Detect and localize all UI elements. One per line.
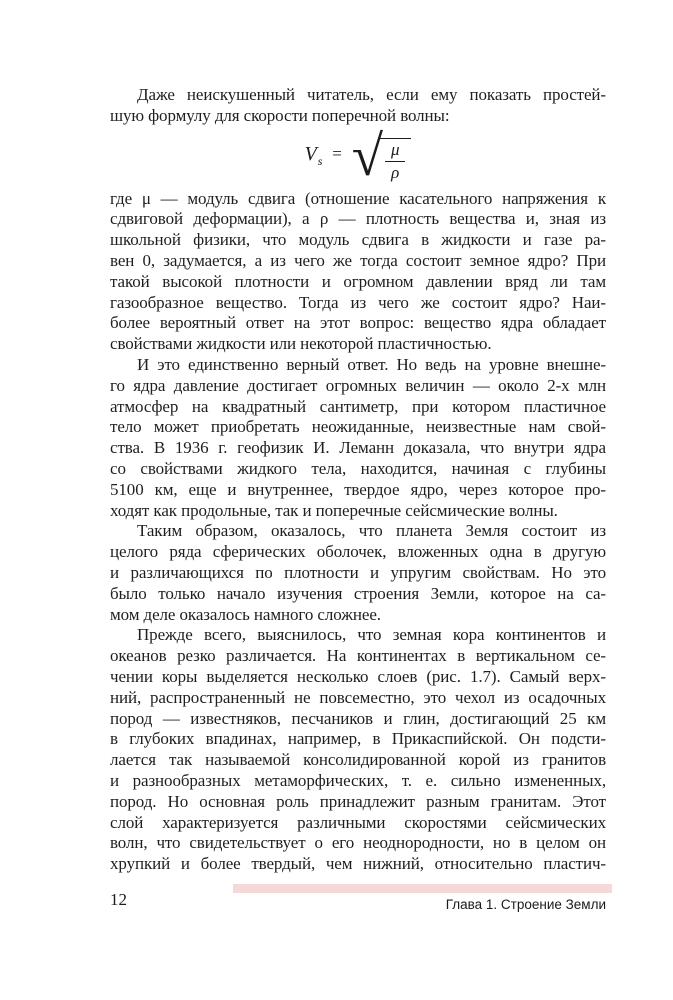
text-line: 5100 км, еще и внутреннее, твердое ядро, через которое про-: [110, 479, 606, 499]
text-line: мом деле оказалось намного сложнее.: [110, 604, 381, 624]
text-line: океанов резко различается. На континентах в вертикальном се-: [110, 646, 606, 666]
text-line: где μ — модуль сдвига (отношение касательного напряжения к: [110, 188, 606, 208]
formula-variable: V: [304, 143, 317, 166]
footer-accent-bar: [233, 884, 612, 893]
text-line: пород. Но основная роль принадлежит разным гранитам. Этот: [110, 791, 606, 811]
text-line: школьной физики, что модуль сдвига в жидкости и газе ра-: [110, 230, 606, 250]
text-line: ства. В 1936 г. геофизик И. Леманн доказала, что внутри ядра: [110, 438, 606, 458]
text-line: более вероятный ответ на этот вопрос: вещество ядра обладает: [110, 313, 606, 333]
text-line: свойствами жидкости или некоторой пластичностью.: [110, 334, 492, 354]
paragraph: [110, 625, 606, 875]
paragraph: [110, 355, 606, 521]
text-line: ний, распространенный не повсеместно, это чехол из осадочных: [110, 687, 606, 707]
text-line: слой характеризуется различными скоростями сейсмических: [110, 812, 606, 832]
text-line: атмосфер на квадратный сантиметр, при котором пластичное: [110, 396, 606, 416]
text-line: го ядра давление достигает огромных величин — около 2-х млн: [110, 375, 606, 395]
text-line: и различающихся по плотности и упругим свойствам. Но это: [110, 562, 606, 582]
text-line: шую формулу для скорости поперечной волны:: [110, 105, 450, 125]
text-line: И это единственно верный ответ. Но ведь на уровне внешне-: [137, 354, 606, 374]
text-line: газообразное вещество. Тогда из чего же состоит ядро? Наи-: [110, 292, 606, 312]
text-line: пород — известняков, песчаников и глин, достигающий 25 км: [110, 708, 606, 728]
formula-subscript: s: [317, 154, 323, 169]
text-line: тело может приобретать неожиданные, неизвестные нам свой-: [110, 417, 606, 437]
text-line: хрупкий и более твердый, чем нижний, относительно пластич-: [110, 854, 606, 874]
footer-chapter-title: Глава 1. Строение Земли: [445, 897, 606, 912]
paragraph: [110, 521, 606, 625]
text-line: Прежде всего, выяснилось, что земная кора континентов и: [137, 625, 606, 645]
text-line: и разнообразных метаморфических, т. е. сильно измененных,: [110, 770, 606, 790]
text-line: волн, что свидетельствует о его неоднородности, но в целом он: [110, 833, 606, 853]
text-line: Таким образом, оказалось, что планета Земля состоит из: [137, 521, 606, 541]
text-line: лается так называемой консолидированной корой из гранитов: [110, 750, 606, 770]
text-line: целого ряда сферических оболочек, вложенных одна в другую: [110, 542, 606, 562]
fraction-numerator: μ: [385, 141, 405, 162]
fraction-denominator: ρ: [391, 163, 400, 183]
text-line: было только начало изучения строения Земли, которое на са-: [110, 583, 606, 603]
text-line: ходят как продольные, так и поперечные сейсмические волны.: [110, 500, 558, 520]
fraction: [379, 138, 411, 183]
page-text: [110, 85, 606, 875]
text-line: такой высокой плотности и огромном давлении вряд ли там: [110, 271, 606, 291]
text-line: вен 0, задумается, а из чего же тогда состоит земное ядро? При: [110, 250, 606, 270]
paragraph: [110, 85, 606, 127]
shear-wave-velocity-formula: [110, 127, 606, 189]
text-line: чении коры выделяется несколько слоев (рис. 1.7). Самый верх-: [110, 666, 606, 686]
text-line: Даже неискушенный читатель, если ему показать простей-: [137, 85, 606, 104]
paragraph: [110, 189, 606, 355]
square-root-icon: √: [351, 125, 383, 189]
text-line: сдвиговой деформации), а ρ — плотность вещества и, зная из: [110, 209, 606, 229]
equals-sign: =: [332, 144, 342, 164]
page-number: 12: [110, 890, 127, 909]
text-line: в глубоких впадинах, например, в Прикаспийской. Он подсти-: [110, 729, 606, 749]
text-line: со свойствами жидкого тела, находится, начиная с глубины: [110, 458, 606, 478]
